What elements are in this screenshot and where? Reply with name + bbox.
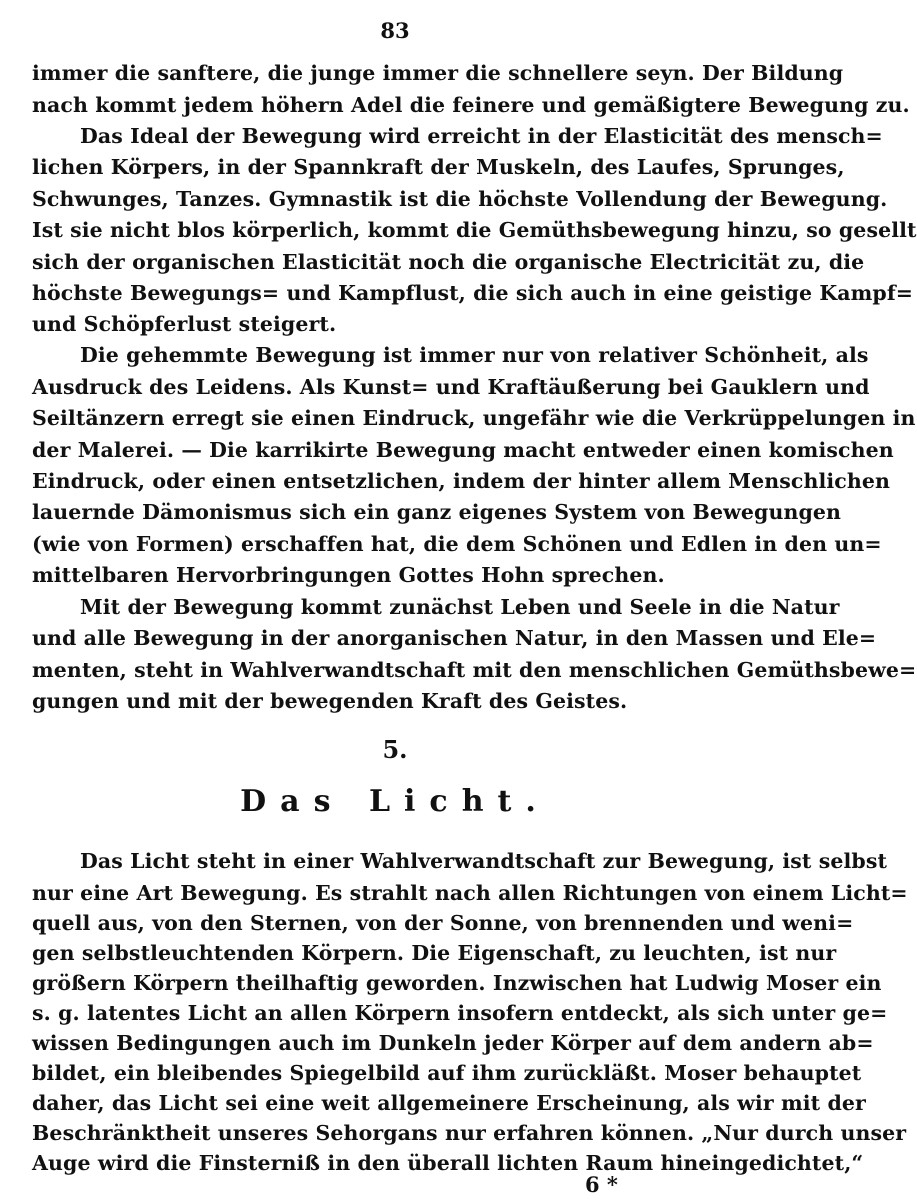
text-line: Das Ideal der Bewegung wird erreicht in der Elasticität des mensch= [80, 124, 883, 148]
text-line: Ist sie nicht blos körperlich, kommt die Gemüthsbewegung hinzu, so gesellt [32, 218, 917, 242]
section-number: 5. [382, 735, 408, 764]
text-line: Seiltänzern erregt sie einen Eindruck, ungefähr wie die Verkrüppelungen in [32, 406, 916, 430]
section-title: Das Licht. [240, 784, 550, 819]
text-line: höchste Bewegungs= und Kampflust, die sich auch in eine geistige Kampf= [32, 281, 914, 305]
text-line: Ausdruck des Leidens. Als Kunst= und Kraftäußerung bei Gauklern und [32, 375, 870, 399]
text-line: lauernde Dämonismus sich ein ganz eigenes System von Bewegungen [32, 500, 842, 524]
text-line: nach kommt jedem höhern Adel die feinere und gemäßigtere Bewegung zu. [32, 93, 910, 117]
text-line: sich der organischen Elasticität noch die organische Electricität zu, die [32, 250, 865, 274]
text-line: größern Körpern theilhaftig geworden. Inzwischen hat Ludwig Moser ein [32, 971, 882, 995]
text-line: und Schöpferlust steigert. [32, 312, 337, 336]
text-line: gungen und mit der bewegenden Kraft des Geistes. [32, 689, 628, 713]
text-line: (wie von Formen) erschaffen hat, die dem Schönen und Edlen in den un= [32, 532, 882, 556]
text-line: Mit der Bewegung kommt zunächst Leben und Seele in die Natur [80, 595, 840, 619]
text-line: daher, das Licht sei eine weit allgemeinere Erscheinung, als wir mit der [32, 1091, 866, 1115]
text-line: immer die sanftere, die junge immer die schnellere seyn. Der Bildung [32, 61, 844, 85]
text-line: Auge wird die Finsterniß in den überall lichten Raum hineingedichtet,“ [32, 1151, 864, 1175]
text-line: mittelbaren Hervorbringungen Gottes Hohn sprechen. [32, 563, 665, 587]
text-line: menten, steht in Wahlverwandtschaft mit den menschlichen Gemüthsbewe= [32, 658, 917, 682]
text-line: Eindruck, oder einen entsetzlichen, indem der hinter allem Menschlichen [32, 469, 890, 493]
text-line: gen selbstleuchtenden Körpern. Die Eigenschaft, zu leuchten, ist nur [32, 941, 837, 965]
text-line: nur eine Art Bewegung. Es strahlt nach allen Richtungen von einem Licht= [32, 881, 908, 905]
text-line: Beschränktheit unseres Sehorgans nur erfahren können. „Nur durch unser [32, 1121, 907, 1145]
text-line: lichen Körpers, in der Spannkraft der Muskeln, des Laufes, Sprunges, [32, 155, 845, 179]
text-line: und alle Bewegung in der anorganischen Natur, in den Massen und Ele= [32, 626, 877, 650]
text-line: der Malerei. — Die karrikirte Bewegung macht entweder einen komischen [32, 438, 894, 462]
text-line: Die gehemmte Bewegung ist immer nur von relativer Schönheit, als [80, 343, 869, 367]
text-line: s. g. latentes Licht an allen Körpern insofern entdeckt, als sich unter ge= [32, 1001, 888, 1025]
text-line: Das Licht steht in einer Wahlverwandtschaft zur Bewegung, ist selbst [80, 849, 888, 873]
page-number: 83 [380, 18, 410, 43]
text-line: Schwunges, Tanzes. Gymnastik ist die höchste Vollendung der Bewegung. [32, 187, 888, 211]
text-line: bildet, ein bleibendes Spiegelbild auf ihm zurückläßt. Moser behauptet [32, 1061, 862, 1085]
text-line: wissen Bedingungen auch im Dunkeln jeder Körper auf dem andern ab= [32, 1031, 874, 1055]
text-line: quell aus, von den Sternen, von der Sonne, von brennenden und weni= [32, 911, 854, 935]
signature-mark: 6 * [585, 1172, 618, 1197]
